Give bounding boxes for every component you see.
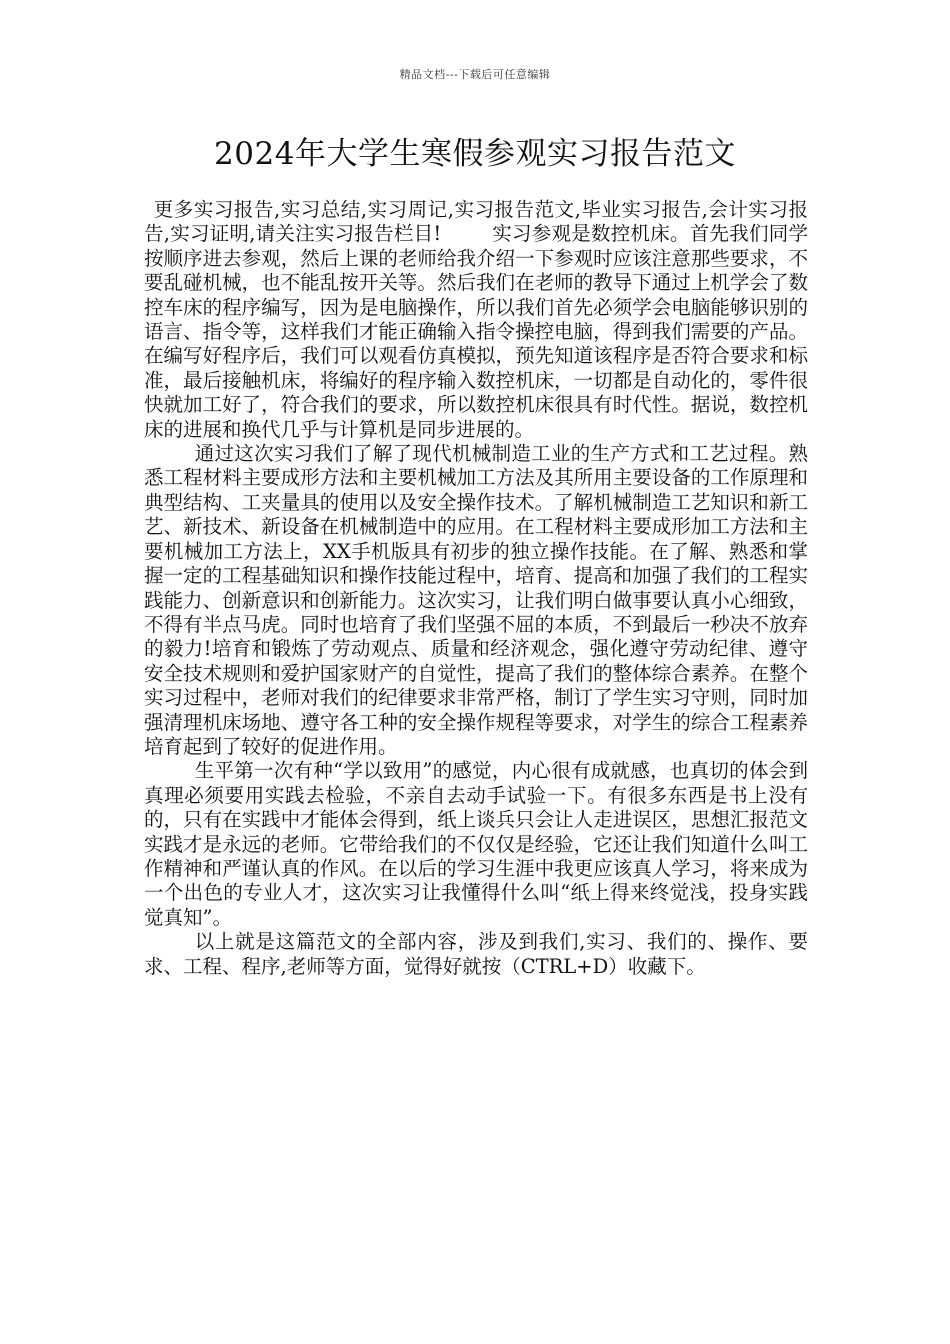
document-title: 2024年大学生寒假参观实习报告范文: [214, 136, 736, 172]
paragraph-3: 生平第一次有种“学以致用”的感觉，内心很有成就感，也真切的体会到真理必须要用实践去检验，不亲自去动手试验一下。有很多东西是书上没有的，只有在实践中才能体会得到，纸上谈兵只会让人走进误区，思想汇报范文实践才是永远的老师。它带给我们的不仅仅是经验，它还让我们知道什么叫工作精神和严谨认真的作风。在以后的学习生涯中我更应该真人学习，将来成为一个出色的专业人才，这次实习让我懂得什么叫“纸上得来终觉浅，投身实践觉真知”。: [144, 759, 808, 929]
paragraph-1-lead: 更多实习报告,实习总结,实习周记,实习报告范文,毕业实习报告,会计实习报告,实习证明,请关注实习报告栏目!: [144, 198, 808, 246]
paragraph-2: 通过这次实习我们了解了现代机械制造工业的生产方式和工艺过程。熟悉工程材料主要成形方法和主要机械加工方法及其所用主要设备的工作原理和典型结构、工夹量具的使用以及安全操作技术。了解机械制造工艺知识和新工艺、新技术、新设备在机械制造中的应用。在工程材料主要成形加工方法和主要机械加工方法上，XX手机版具有初步的独立操作技能。在了解、熟悉和掌握一定的工程基础知识和操作技能过程中，培育、提高和加强了我们的工程实践能力、创新意识和创新能力。这次实习，让我们明白做事要认真小心细致，不得有半点马虎。同时也培育了我们坚强不屈的本质，不到最后一秒决不放弃的毅力!培育和锻炼了劳动观点、质量和经济观念，强化遵守劳动纪律、遵守安全技术规则和爱护国家财产的自觉性，提高了我们的整体综合素养。在整个实习过程中，老师对我们的纪律要求非常严格，制订了学生实习守则，同时加强清理机床场地、遵守各工种的安全操作规程等要求，对学生的综合工程素养培育起到了较好的促进作用。: [144, 442, 808, 758]
header-note: 精品文档---下载后可任意编辑: [399, 68, 551, 81]
paragraph-1-text: 实习参观是数控机床。首先我们同学按顺序进去参观，然后上课的老师给我介绍一下参观时应该注意那些要求，不要乱碰机械，也不能乱按开关等。然后我们在老师的教导下通过上机学会了数控车床的程序编写，因为是电脑操作，所以我们首先必须学会电脑能够识别的语言、指令等，这样我们才能正确输入指令操控电脑，得到我们需要的产品。在编写好程序后，我们可以观看仿真模拟，预先知道该程序是否符合要求和标准，最后接触机床，将编好的程序输入数控机床，一切都是自动化的，零件很快就加工好了，符合我们的要求，所以数控机床很具有时代性。据说，数控机床的进展和换代几乎与计算机是同步进展的。: [144, 222, 808, 441]
paragraph-1: [144, 198, 808, 442]
document-body: [144, 198, 808, 979]
paragraph-4: 以上就是这篇范文的全部内容，涉及到我们,实习、我们的、操作、要求、工程、程序,老师等方面，觉得好就按（CTRL+D）收藏下。: [144, 930, 808, 978]
